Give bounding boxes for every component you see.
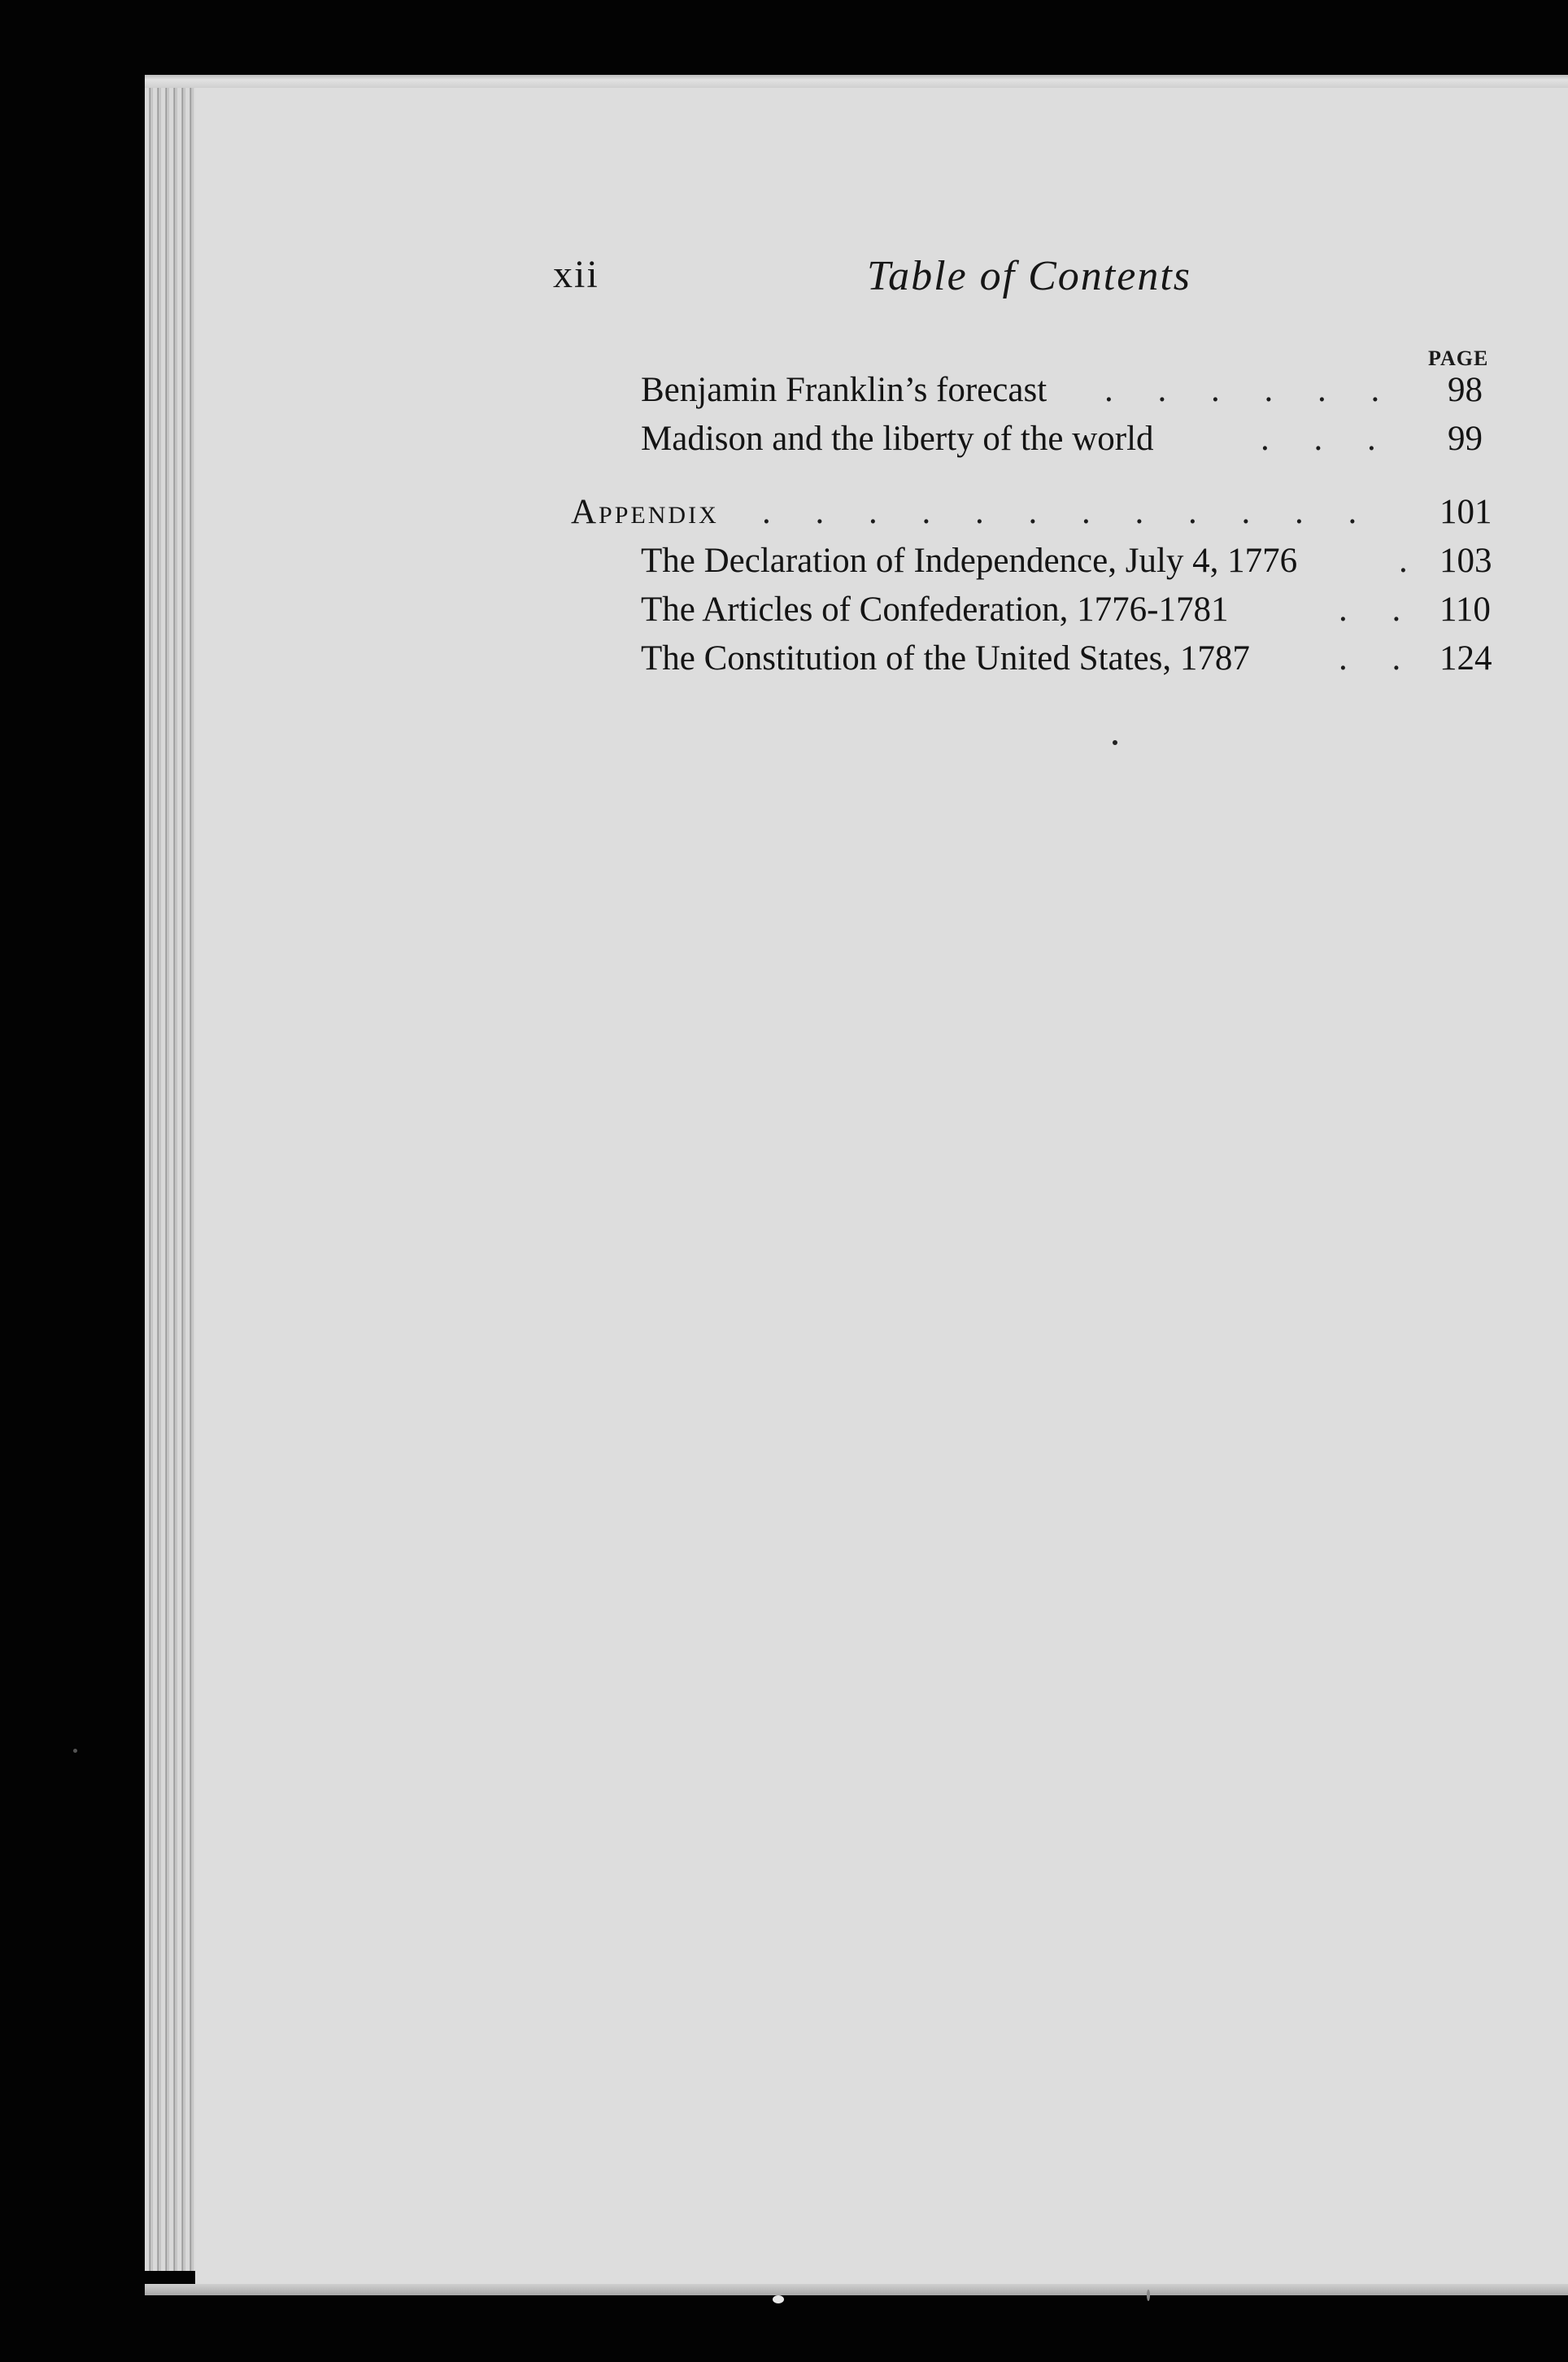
page-edges xyxy=(145,75,202,2271)
toc-entry-title: Madison and the liberty of the world xyxy=(641,420,1154,458)
dot-leader: . . xyxy=(1339,590,1419,629)
dot-leader: . . xyxy=(1339,639,1419,678)
running-head xyxy=(553,252,1561,309)
dot-leader: . . . xyxy=(1261,420,1394,458)
toc-entry-page: 101 xyxy=(1440,493,1492,531)
page-number: xii xyxy=(553,253,599,296)
toc-entry-title: The Constitution of the United States, 1787 xyxy=(641,639,1250,678)
page-top-edge xyxy=(145,75,1568,88)
page-bottom-edge xyxy=(145,2284,1568,2295)
dot-leader: . . . . . . . . . . . . xyxy=(762,493,1375,531)
toc-entry-page: 99 xyxy=(1448,420,1483,458)
toc-entry-page: 103 xyxy=(1440,542,1492,580)
toc-entry-page: 98 xyxy=(1448,371,1483,409)
toc-entry-title: Benjamin Franklin’s forecast xyxy=(641,371,1048,409)
toc-entry-page: 124 xyxy=(1440,639,1492,678)
toc-entry-title: Appendix xyxy=(571,493,719,531)
running-title: Table of Contents xyxy=(867,253,1192,299)
toc-entry-page: 110 xyxy=(1440,590,1491,629)
dot-leader: . xyxy=(1399,542,1426,580)
page-column-label: PAGE xyxy=(1428,346,1489,370)
book-page xyxy=(195,88,1568,2284)
toc-entry-title: The Articles of Confederation, 1776-1781 xyxy=(641,590,1229,629)
dot-leader: . . . . . . xyxy=(1104,371,1398,409)
toc-entry-title: The Declaration of Independence, July 4, 1776 xyxy=(641,542,1298,580)
